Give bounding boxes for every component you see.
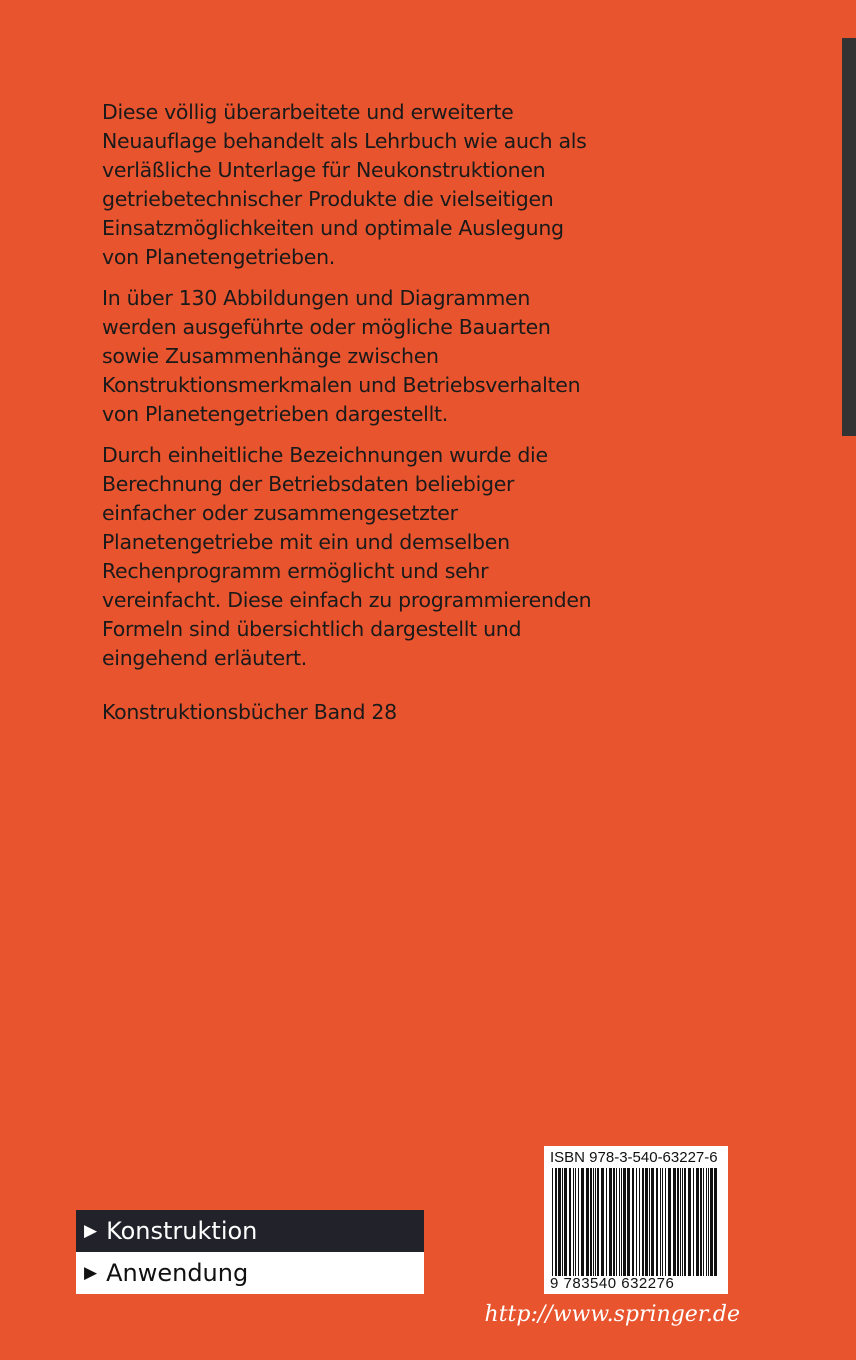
back-cover-blurb (102, 98, 602, 685)
blurb-paragraph-3: Durch einheitliche Bezeichnungen wurde die Berechnung der Betriebsdaten beliebiger einfacher oder zusammengesetzter Planetengetriebe mit ein und demselben Rechenprogramm ermöglicht und sehr vereinfacht. Diese einfach zu programmierenden Formeln sind übersichtlich dargestellt und eingehend erläutert. (102, 443, 592, 670)
publisher-website: http://www.springer.de (484, 1302, 740, 1327)
tag-anwendung (76, 1252, 424, 1294)
tag-label: Anwendung (106, 1259, 249, 1287)
tag-konstruktion (76, 1210, 424, 1252)
tag-label: Konstruktion (106, 1217, 258, 1245)
category-tags (76, 1210, 424, 1294)
play-triangle-icon: ▶ (84, 1262, 98, 1283)
isbn-barcode-box (544, 1146, 728, 1294)
play-triangle-icon: ▶ (84, 1220, 98, 1241)
blurb-paragraph-2: In über 130 Abbildungen und Diagrammen werden ausgeführte oder mögliche Bauarten sowie Zusammenhänge zwischen Konstruktionsmerkmalen und Betriebsverhalten von Planetengetrieben dargestellt. (102, 286, 581, 426)
spine-mark (842, 38, 856, 436)
isbn-text: ISBN 978-3-540-63227-6 (550, 1149, 718, 1166)
blurb-paragraph-1: Diese völlig überarbeitete und erweiterte Neuauflage behandelt als Lehrbuch wie auch als verläßliche Unterlage für Neukonstruktionen getriebetechnischer Produkte die vielseitigen Einsatzmöglichkeiten und optimale Auslegung von Planetengetrieben. (102, 100, 587, 269)
series-title: Konstruktionsbücher Band 28 (102, 700, 397, 724)
barcode-icon (550, 1168, 722, 1276)
barcode-digits: 9 783540 632276 (550, 1275, 675, 1292)
